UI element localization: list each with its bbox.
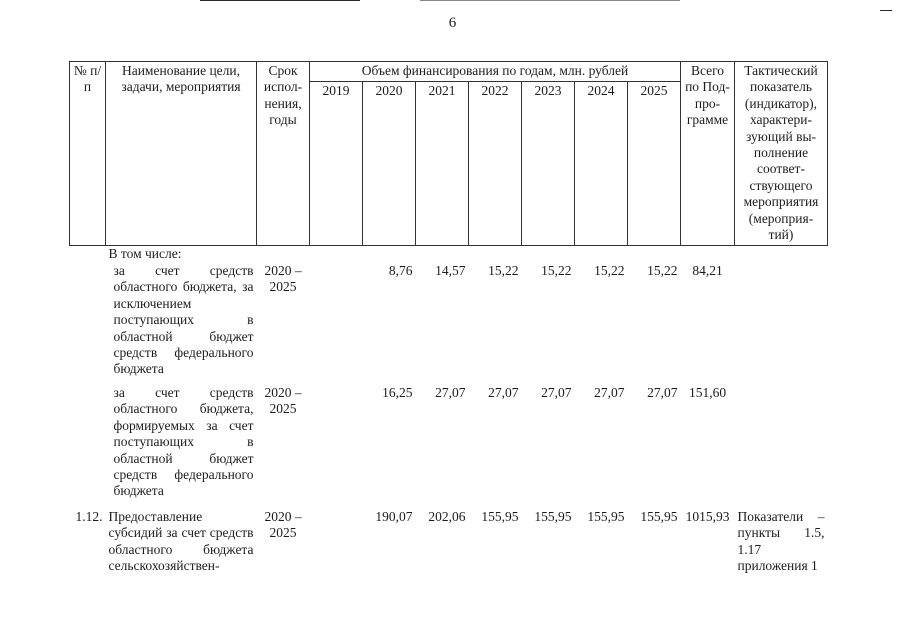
value-2022: 15,22 <box>488 263 519 278</box>
header-term: Срок испол-нения, годы <box>257 62 310 246</box>
table-row <box>70 263 828 383</box>
value-2024: 155,95 <box>587 509 625 524</box>
header-indicator: Тактический показатель (индикатор), характери-зующий вы-полнение соответ-ствующего мероприятия (мероприя-тий) <box>735 62 828 246</box>
value-2022: 27,07 <box>488 385 519 400</box>
row-term: 2020 – 2025 <box>264 509 302 541</box>
row-term: 2020 – 2025 <box>264 385 302 417</box>
value-2019 <box>310 263 363 383</box>
page-number: 6 <box>448 15 457 31</box>
row-name: за счет средств областного бюджета, за исключением поступающих в областной бюджет средств федерального бюджета <box>113 263 254 377</box>
value-total: 1015,93 <box>685 509 730 524</box>
header-num: № п/п <box>70 62 106 246</box>
value-2020: 190,07 <box>375 509 413 524</box>
funding-table <box>69 61 828 583</box>
header-year: 2024 <box>575 82 628 246</box>
row-num: 1.12. <box>75 509 103 524</box>
value-2025: 15,22 <box>647 263 678 278</box>
value-2023: 155,95 <box>534 509 572 524</box>
value-2019 <box>310 505 363 583</box>
scan-artifact-top <box>200 0 360 1</box>
row-term: 2020 – 2025 <box>264 263 302 295</box>
row-indicator: Показатели – пункты 1.5, 1.17 приложения 1 <box>737 509 825 574</box>
value-2024: 15,22 <box>594 263 625 278</box>
value-2020: 16,25 <box>382 385 413 400</box>
value-2025: 27,07 <box>647 385 678 400</box>
value-2021: 202,06 <box>428 509 466 524</box>
scan-artifact-corner <box>880 10 892 11</box>
value-2023: 15,22 <box>541 263 572 278</box>
row-num <box>70 263 106 383</box>
table-row <box>70 246 828 264</box>
row-indicator <box>735 263 828 383</box>
row-name: Предоставление субсидий за счет средств областного бюджета сельскохозяйствен- <box>108 509 254 574</box>
value-2023: 27,07 <box>541 385 572 400</box>
value-total: 84,21 <box>692 263 723 278</box>
header-year: 2025 <box>628 82 681 246</box>
scan-artifact-top-right <box>420 0 680 1</box>
header-financing: Объем финансирования по годам, млн. рублей <box>310 62 681 82</box>
value-2024: 27,07 <box>594 385 625 400</box>
header-name: Наименование цели, задачи, мероприятия <box>106 62 257 246</box>
header-year: 2020 <box>363 82 416 246</box>
row-num <box>70 383 106 505</box>
value-2025: 155,95 <box>640 509 678 524</box>
value-2022: 155,95 <box>481 509 519 524</box>
header-year: 2022 <box>469 82 522 246</box>
value-2020: 8,76 <box>388 263 413 278</box>
header-year: 2019 <box>310 82 363 246</box>
value-2021: 14,57 <box>435 263 466 278</box>
row-indicator <box>735 383 828 505</box>
group-caption: В том числе: <box>108 246 182 261</box>
row-name: за счет средств областного бюджета, формируемых за счет поступающих в областной бюджет средств федерального бюджета <box>113 385 254 499</box>
value-2021: 27,07 <box>435 385 466 400</box>
table-row <box>70 505 828 583</box>
header-year: 2021 <box>416 82 469 246</box>
table-row <box>70 383 828 505</box>
header-total: Всего по Под-про-грамме <box>681 62 735 246</box>
header-year: 2023 <box>522 82 575 246</box>
value-total: 151,60 <box>688 385 727 400</box>
value-2019 <box>310 383 363 505</box>
